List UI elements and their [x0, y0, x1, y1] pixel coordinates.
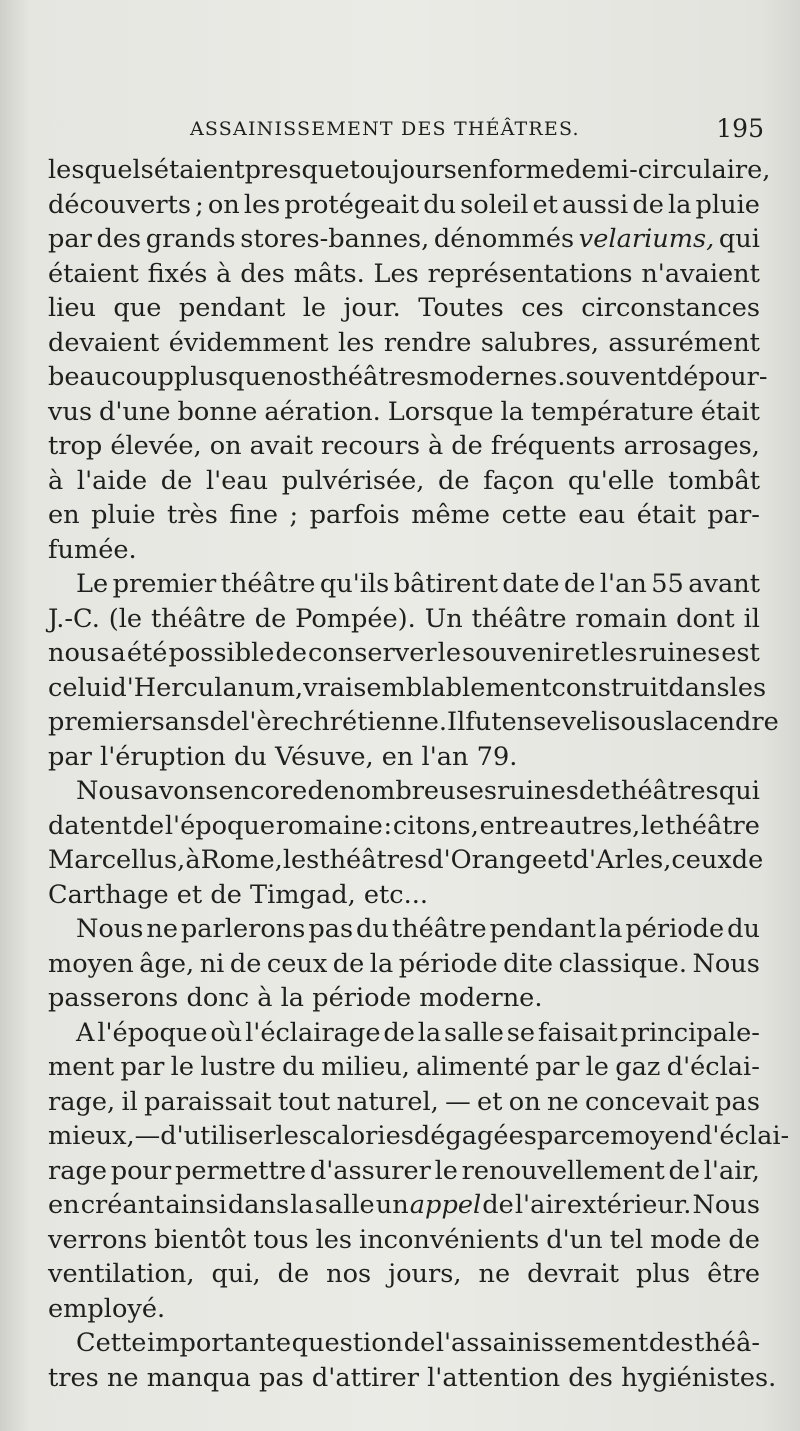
running-head: ASSAINISSEMENT DES THÉÂTRES. — [190, 118, 580, 140]
text-line: J.-C. (le théâtre de Pompée). Un théâtre romain dont il — [48, 603, 760, 634]
text-line: rage pour permettre d'assurer le renouvellement de l'air, — [48, 1155, 760, 1186]
text-line: à l'aide de l'eau pulvérisée, de façon qu'elle tombât — [48, 465, 760, 496]
text-line: trop élevée, on avait recours à de fréquents arrosages, — [48, 431, 760, 461]
text-line: en pluie très fine ; parfois même cette eau était par- — [48, 500, 760, 530]
text-line: Carthage et de Timgad, etc... — [48, 879, 429, 910]
text-line: fumée. — [48, 534, 137, 565]
text-line: lesquels étaient presque toujours en forme demi-circulaire, — [48, 155, 771, 185]
text-line: employé. — [48, 1293, 166, 1324]
text-line: en créant ainsi dans la salle un appel de l'air extérieur. Nous — [48, 1190, 760, 1220]
text-line: mieux, — d'utiliser les calories dégagées par ce moyen d'éclai- — [48, 1121, 790, 1151]
text-line: datent de l'époque romaine : citons, entre autres, le théâtre — [48, 810, 760, 841]
text-line: Cette importante question de l'assainissement des théâ- — [76, 1328, 760, 1358]
text-line: devaient évidemment les rendre salubres, assurément — [48, 327, 760, 358]
text-line: Nous ne parlerons pas du théâtre pendant la période du — [76, 914, 760, 944]
text-line: Le premier théâtre qu'ils bâtirent date de l'an 55 avant — [76, 569, 760, 599]
text-line: verrons bientôt tous les inconvénients d'un tel mode de — [48, 1224, 760, 1255]
text-line: moyen âge, ni de ceux de la période dite classique. Nous — [48, 948, 760, 979]
text-line: beaucoup plus que nos théâtres modernes. souvent dépour- — [48, 362, 768, 392]
text-line: découverts ; on les protégeait du soleil et aussi de la pluie — [48, 189, 760, 220]
page-number: 195 — [716, 114, 764, 143]
text-line: par l'éruption du Vésuve, en l'an 79. — [48, 741, 518, 772]
text-line: ventilation, qui, de nos jours, ne devrait plus être — [48, 1259, 760, 1289]
text-line: étaient fixés à des mâts. Les représentations n'avaient — [48, 258, 760, 289]
text-line: premiers ans de l'ère chrétienne. Ilfutenseveli sous la cendre — [48, 707, 779, 737]
text-line: vus d'une bonne aération. Lorsque la température était — [48, 396, 760, 427]
text-line: tres ne manqua pas d'attirer l'attention des hygiénistes. — [48, 1362, 777, 1393]
body-text — [48, 153, 790, 1395]
text-line: celui d'Herculanum, vraisemblablement construit dans les — [48, 672, 767, 703]
text-line: par des grands stores-bannes, dénommés velariums, qui — [48, 224, 760, 254]
text-line: passerons donc à la période moderne. — [48, 983, 543, 1013]
text-line: ment par le lustre du milieu, alimenté par le gaz d'éclai- — [48, 1052, 760, 1082]
text-line: lieu que pendant le jour. Toutes ces circonstances — [48, 293, 760, 323]
text-line: A l'époque où l'éclairage de la salle se faisait principale- — [76, 1017, 760, 1048]
text-line: Marcellus, à Rome, les théâtres d'Orange et d'Arles, ceux de — [48, 845, 764, 875]
text-line: rage, il paraissait tout naturel, — et on ne concevait pas — [48, 1086, 760, 1117]
text-line: Nous avons encore de nombreuses ruines de théâtres qui — [76, 776, 760, 806]
page-header — [48, 114, 768, 144]
text-line: nous a été possible de conserver le souvenir et les ruines est — [48, 638, 760, 668]
